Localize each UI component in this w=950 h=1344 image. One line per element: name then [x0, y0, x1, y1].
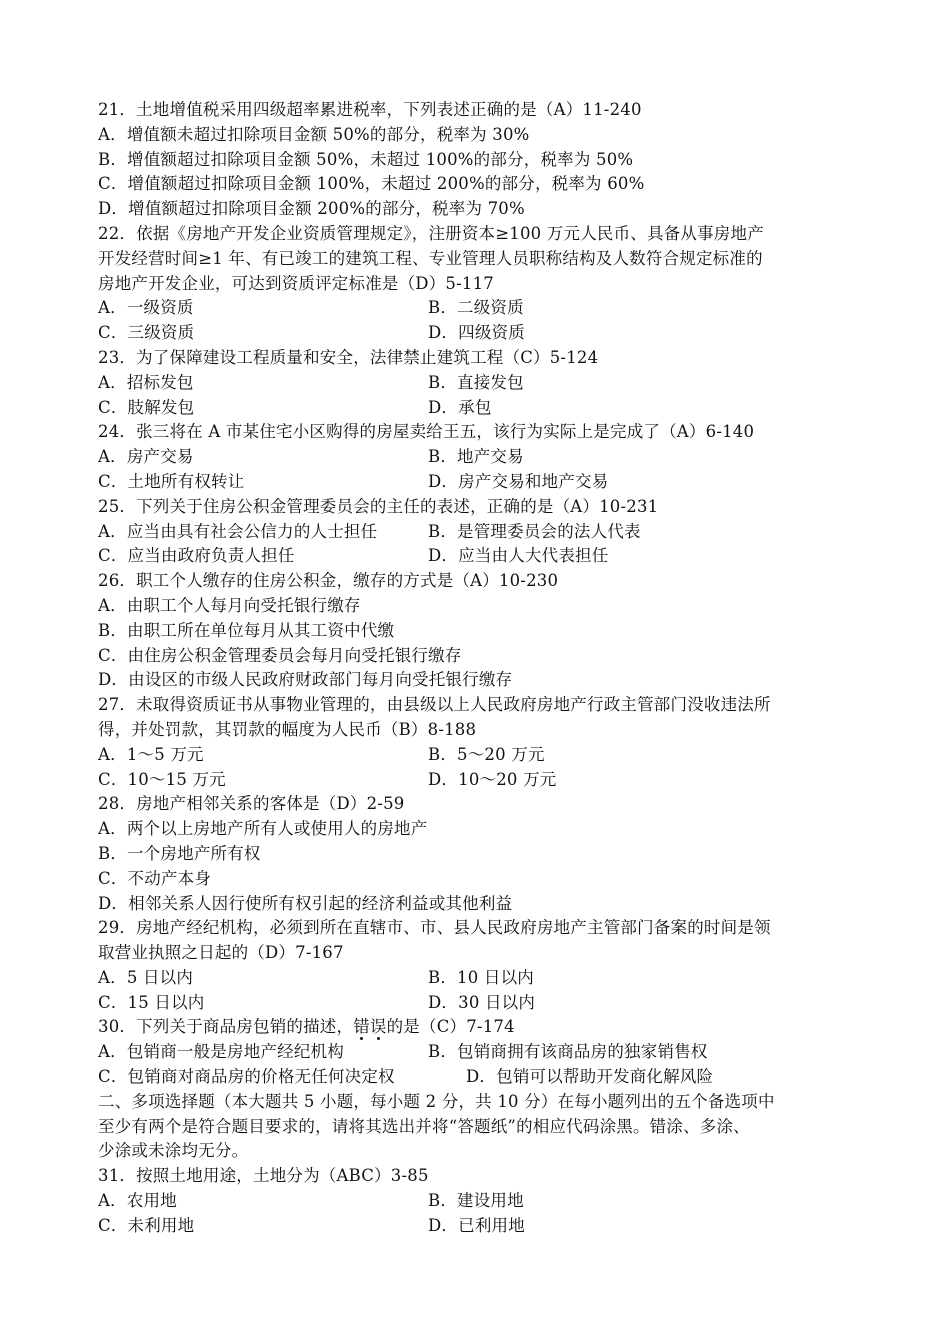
question-27-option-c: C．10～15 万元	[98, 769, 226, 789]
question-30-options-row-1	[98, 1040, 868, 1065]
question-25-option-a: A．应当由具有社会公信力的人士担任	[98, 521, 378, 541]
question-27-options-row-1	[98, 743, 868, 768]
question-29-stem-line-1: 29．房地产经纪机构，必须到所在直辖市、市、县人民政府房地产主管部门备案的时间是领	[98, 918, 771, 938]
question-27-option-b: B．5～20 万元	[428, 744, 545, 764]
question-27-options-row-2	[98, 768, 868, 793]
question-27-option-d: D．10～20 万元	[428, 769, 557, 789]
question-31-option-d: D．已利用地	[428, 1215, 525, 1235]
question-30-options-row-2	[98, 1065, 868, 1090]
question-22-stem-line-3: 房地产开发企业，可达到资质评定标准是（D）5-117	[98, 273, 494, 293]
question-29-options-row-2	[98, 991, 868, 1016]
question-list	[98, 98, 868, 1239]
question-24-option-c: C．土地所有权转让	[98, 471, 245, 491]
question-30-stem	[98, 1015, 868, 1040]
question-23-option-d: D．承包	[428, 397, 492, 417]
question-23-options-row-1	[98, 371, 868, 396]
question-30-option-b: B．包销商拥有该商品房的独家销售权	[428, 1042, 708, 1062]
question-24-option-b: B．地产交易	[428, 447, 524, 467]
question-23-option-b: B．直接发包	[428, 372, 524, 392]
question-30-stem-prefix: 30．下列关于商品房包销的描述，	[98, 1017, 354, 1037]
question-28-option-b: B．一个房地产所有权	[98, 843, 261, 863]
question-31-options-row-1	[98, 1189, 868, 1214]
question-21-option-d: D．增值额超过扣除项目金额 200%的部分，税率为 70%	[98, 199, 525, 219]
question-31-option-b: B．建设用地	[428, 1191, 524, 1211]
question-23-stem: 23．为了保障建设工程质量和安全，法律禁止建筑工程（C）5-124	[98, 347, 599, 367]
question-28-stem: 28．房地产相邻关系的客体是（D）2-59	[98, 794, 405, 814]
question-24-option-a: A．房产交易	[98, 447, 194, 467]
question-31-option-a: A．农用地	[98, 1191, 177, 1211]
question-26-stem: 26．职工个人缴存的住房公积金，缴存的方式是（A）10-230	[98, 571, 559, 591]
question-26-option-d: D．由设区的市级人民政府财政部门每月向受托银行缴存	[98, 670, 513, 690]
question-30-option-d: D．包销可以帮助开发商化解风险	[466, 1067, 714, 1087]
question-31-options-row-2	[98, 1214, 868, 1239]
question-22-options-row-2	[98, 321, 868, 346]
question-26-option-c: C．由住房公积金管理委员会每月向受托银行缴存	[98, 645, 462, 665]
question-25-option-c: C．应当由政府负责人担任	[98, 546, 295, 566]
question-30-option-a: A．包销商一般是房地产经纪机构	[98, 1042, 344, 1062]
question-28-option-a: A．两个以上房地产所有人或使用人的房地产	[98, 819, 428, 839]
question-29-options-row-1	[98, 966, 868, 991]
question-29-option-c: C．15 日以内	[98, 992, 205, 1012]
question-30-stem-suffix: 的是（C）7-174	[386, 1017, 515, 1037]
question-27-stem-line-2: 得，并处罚款，其罚款的幅度为人民币（B）8-188	[98, 719, 477, 739]
question-23-options-row-2	[98, 396, 868, 421]
question-22-option-c: C．三级资质	[98, 323, 195, 343]
question-26-option-b: B．由职工所在单位每月从其工资中代缴	[98, 620, 395, 640]
question-30-option-c: C．包销商对商品房的价格无任何决定权	[98, 1067, 395, 1087]
emphasis-mark-2: 误	[369, 1017, 387, 1037]
question-23-option-a: A．招标发包	[98, 372, 194, 392]
question-23-option-c: C．肢解发包	[98, 397, 195, 417]
question-22-stem-line-1: 22．依据《房地产开发企业资质管理规定》，注册资本≥100 万元人民币、具备从事房地产	[98, 223, 764, 243]
question-28-option-d: D．相邻关系人因行使所有权引起的经济利益或其他利益	[98, 893, 513, 913]
question-25-options-row-2	[98, 544, 868, 569]
question-24-options-row-2	[98, 470, 868, 495]
question-29-option-d: D．30 日以内	[428, 992, 536, 1012]
question-22-option-a: A．一级资质	[98, 298, 194, 318]
question-21-option-a: A．增值额未超过扣除项目金额 50%的部分，税率为 30%	[98, 124, 530, 144]
question-29-option-b: B．10 日以内	[428, 967, 534, 987]
question-21-option-b: B．增值额超过扣除项目金额 50%，未超过 100%的部分，税率为 50%	[98, 149, 634, 169]
question-26-option-a: A．由职工个人每月向受托银行缴存	[98, 595, 361, 615]
question-21-option-c: C．增值额超过扣除项目金额 100%，未超过 200%的部分，税率为 60%	[98, 174, 645, 194]
section-2-heading-line-3: 少涂或未涂均无分。	[98, 1141, 249, 1161]
question-27-stem-line-1: 27．未取得资质证书从事物业管理的，由县级以上人民政府房地产行政主管部门没收违法所	[98, 695, 771, 715]
question-31-stem: 31．按照土地用途，土地分为（ABC）3-85	[98, 1166, 429, 1186]
emphasis-mark-1: 错	[353, 1017, 370, 1037]
question-21-stem: 21．土地增值税采用四级超率累进税率，下列表述正确的是（A）11-240	[98, 100, 642, 119]
question-25-stem: 25．下列关于住房公积金管理委员会的主任的表述，正确的是（A）10-231	[98, 496, 659, 516]
question-22-option-b: B．二级资质	[428, 298, 524, 318]
question-22-stem-line-2: 开发经营时间≥1 年、有已竣工的建筑工程、专业管理人员职称结构及人数符合规定标准的	[98, 248, 763, 268]
question-27-option-a: A．1～5 万元	[98, 744, 204, 764]
question-31-option-c: C．未利用地	[98, 1215, 195, 1235]
section-2-heading-line-1: 二、多项选择题（本大题共 5 小题，每小题 2 分，共 10 分）在每小题列出的五个备选项中	[98, 1091, 775, 1111]
question-24-stem: 24．张三将在 A 市某住宅小区购得的房屋卖给王五，该行为实际上是完成了（A）6-140	[98, 422, 755, 442]
question-28-option-c: C．不动产本身	[98, 868, 212, 888]
question-25-options-row-1	[98, 520, 868, 545]
question-29-stem-line-2: 取营业执照之日起的（D）7-167	[98, 943, 344, 963]
question-24-options-row-1	[98, 445, 868, 470]
section-2-heading-line-2: 至少有两个是符合题目要求的，请将其选出并将“答题纸”的相应代码涂黑。错涂、多涂、	[98, 1116, 750, 1136]
question-24-option-d: D．房产交易和地产交易	[428, 471, 609, 491]
question-25-option-b: B．是管理委员会的法人代表	[428, 521, 641, 541]
question-29-option-a: A．5 日以内	[98, 967, 194, 987]
question-22-options-row-1	[98, 296, 868, 321]
question-25-option-d: D．应当由人大代表担任	[428, 546, 609, 566]
question-22-option-d: D．四级资质	[428, 323, 525, 343]
